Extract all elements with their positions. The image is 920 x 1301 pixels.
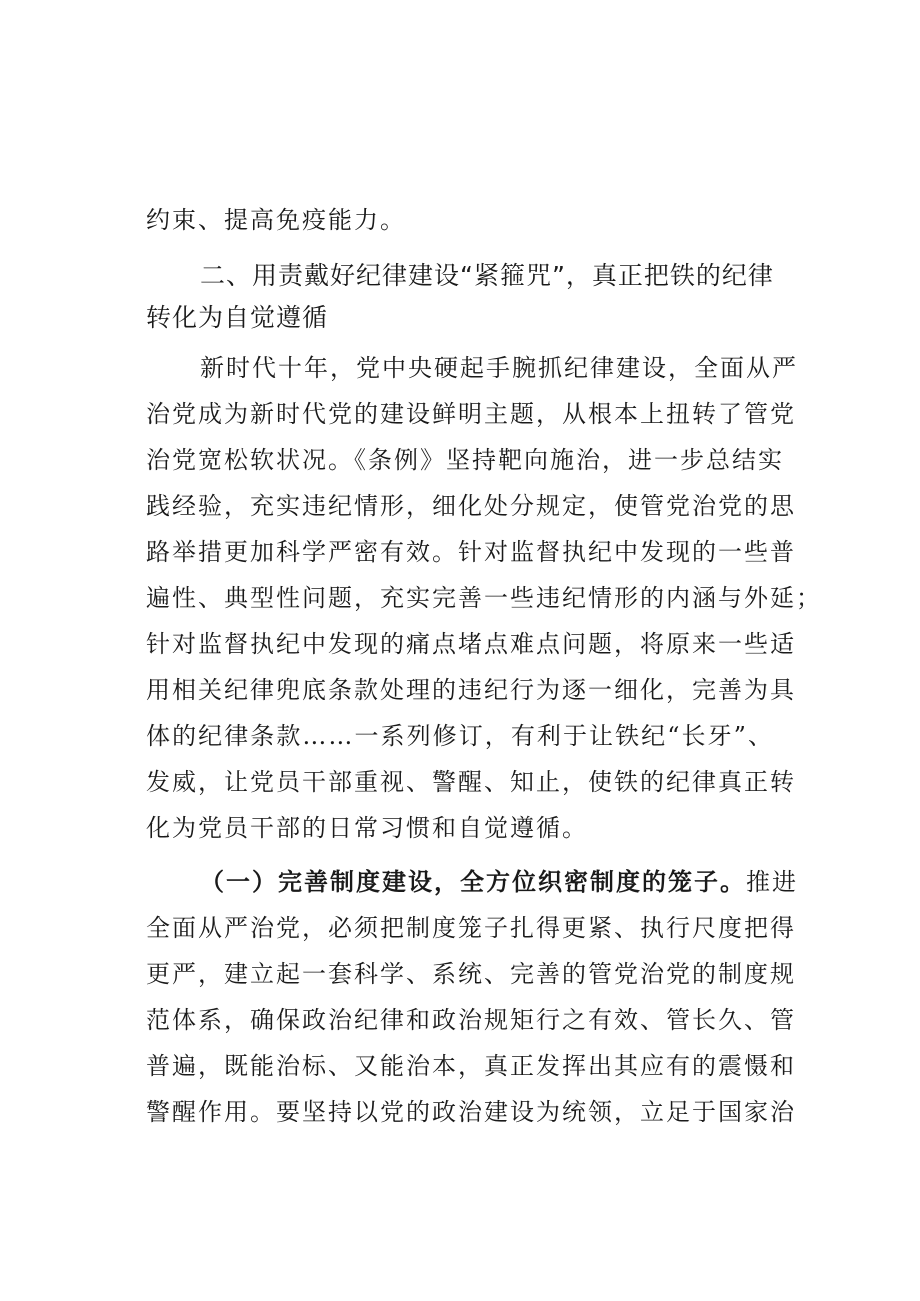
paragraph-line: 治党宽松软状况。《条例》坚持靶向施治，进一步总结实 — [146, 446, 784, 474]
paragraph-line: 化为党员干部的日常习惯和自觉遵循。 — [146, 814, 588, 842]
paragraph-line: 路举措更加科学严密有效。针对监督执纪中发现的一些普 — [146, 538, 796, 566]
paragraph-line: 普遍，既能治标、又能治本，真正发挥出其应有的震慑和 — [146, 1052, 796, 1080]
paragraph-line: 体的纪律条款……一系列修订，有利于让铁纪“长牙”、 — [146, 722, 774, 750]
paragraph-line: 遍性、典型性问题，充实完善一些违纪情形的内涵与外延； — [146, 584, 822, 612]
paragraph-1 — [146, 345, 822, 851]
paragraph-line: 范体系，确保政治纪律和政治规矩行之有效、管长久、管 — [146, 1006, 796, 1034]
paragraph-line: 践经验，充实违纪情形，细化处分规定，使管党治党的思 — [146, 492, 796, 520]
paragraph-line: 新时代十年，党中央硬起手腕抓纪律建设，全面从严 — [200, 354, 798, 382]
subheading-bold-lead: （一）完善制度建设，全方位织密制度的笼子。 — [200, 867, 746, 896]
continuation-line: 约束、提高免疫能力。 — [146, 206, 406, 234]
paragraph-line: 更严，建立起一套科学、系统、完善的管党治党的制度规 — [146, 960, 796, 988]
paragraph-lead-rest: 推进 — [746, 868, 798, 896]
document-page — [146, 197, 822, 1143]
paragraph-line: 发威，让党员干部重视、警醒、知止，使铁的纪律真正转 — [146, 768, 796, 796]
section-heading: 二、用责戴好纪律建设“紧箍咒”，真正把铁的纪律转化为自觉遵循 — [146, 261, 774, 332]
paragraph-line: 针对监督执纪中发现的痛点堵点难点问题，将原来一些适 — [146, 630, 796, 658]
paragraph-line: 警醒作用。要坚持以党的政治建设为统领，立足于国家治 — [146, 1098, 796, 1126]
paragraph-line: 用相关纪律兜底条款处理的违纪行为逐一细化，完善为具 — [146, 676, 796, 704]
paragraph-first-line — [146, 859, 798, 905]
paragraph-line: 治党成为新时代党的建设鲜明主题，从根本上扭转了管党 — [146, 400, 796, 428]
paragraph-line: 全面从严治党，必须把制度笼子扎得更紧、执行尺度把得 — [146, 914, 796, 942]
paragraph-2 — [146, 859, 798, 1135]
